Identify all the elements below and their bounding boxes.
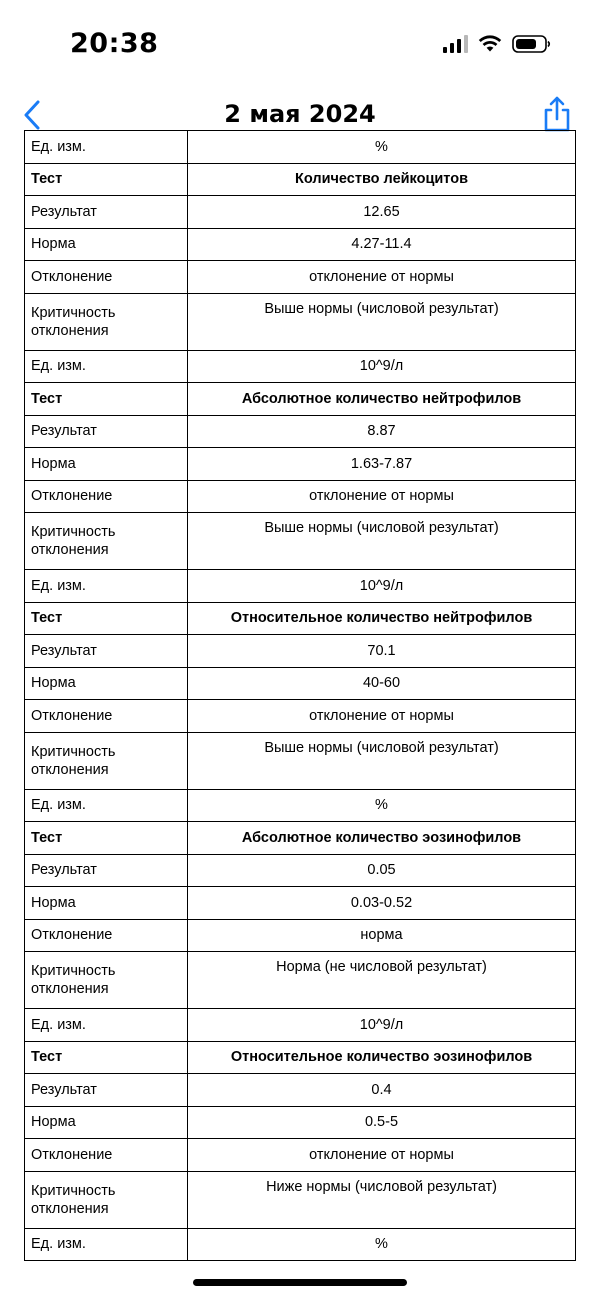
table-row-deviation bbox=[25, 480, 576, 513]
row-key: Отклонение bbox=[25, 480, 188, 513]
results-table bbox=[24, 130, 576, 1261]
row-value: Выше нормы (числовой результат) bbox=[188, 513, 576, 570]
row-key: Норма bbox=[25, 228, 188, 261]
share-icon bbox=[540, 94, 574, 134]
table-row-norm bbox=[25, 448, 576, 481]
row-key: Тест bbox=[25, 1041, 188, 1074]
table-row-norm bbox=[25, 1106, 576, 1139]
row-key: Ед. изм. bbox=[25, 1009, 188, 1042]
row-key: Отклонение bbox=[25, 1139, 188, 1172]
row-value: Норма (не числовой результат) bbox=[188, 952, 576, 1009]
row-key: Результат bbox=[25, 635, 188, 668]
table-row-criticality bbox=[25, 293, 576, 350]
table-row-deviation bbox=[25, 700, 576, 733]
home-indicator[interactable] bbox=[193, 1279, 407, 1286]
test-name: Количество лейкоцитов bbox=[188, 163, 576, 196]
row-value: 10^9/л bbox=[188, 570, 576, 603]
row-key: Результат bbox=[25, 196, 188, 229]
table-row-deviation bbox=[25, 1139, 576, 1172]
row-value: отклонение от нормы bbox=[188, 1139, 576, 1172]
cellular-signal-icon bbox=[443, 35, 468, 53]
page-title: 2 мая 2024 bbox=[224, 100, 376, 128]
table-row-result bbox=[25, 854, 576, 887]
row-value: Выше нормы (числовой результат) bbox=[188, 732, 576, 789]
row-value: 1.63-7.87 bbox=[188, 448, 576, 481]
row-value: 0.05 bbox=[188, 854, 576, 887]
table-row-test bbox=[25, 1041, 576, 1074]
row-value: 70.1 bbox=[188, 635, 576, 668]
table-row-unit bbox=[25, 1009, 576, 1042]
row-key: Ед. изм. bbox=[25, 1228, 188, 1261]
table-row-criticality bbox=[25, 1171, 576, 1228]
status-icons bbox=[443, 33, 552, 55]
row-value: 40-60 bbox=[188, 667, 576, 700]
table-row-unit bbox=[25, 570, 576, 603]
table-row-norm bbox=[25, 228, 576, 261]
table-row-unit bbox=[25, 789, 576, 822]
row-value: 8.87 bbox=[188, 415, 576, 448]
row-key: Критичность отклонения bbox=[25, 513, 188, 570]
row-value: 0.5-5 bbox=[188, 1106, 576, 1139]
table-row-result bbox=[25, 1074, 576, 1107]
row-value: 4.27-11.4 bbox=[188, 228, 576, 261]
table-row-result bbox=[25, 415, 576, 448]
table-row-deviation bbox=[25, 919, 576, 952]
test-name: Абсолютное количество эозинофилов bbox=[188, 822, 576, 855]
table-row-unit bbox=[25, 350, 576, 383]
row-key: Результат bbox=[25, 415, 188, 448]
wifi-icon bbox=[478, 35, 502, 53]
row-value: 12.65 bbox=[188, 196, 576, 229]
row-key: Норма bbox=[25, 667, 188, 700]
table-row-result bbox=[25, 196, 576, 229]
table-row-test bbox=[25, 822, 576, 855]
battery-icon bbox=[512, 34, 552, 54]
share-button[interactable] bbox=[540, 94, 574, 134]
row-value: отклонение от нормы bbox=[188, 480, 576, 513]
table-row-norm bbox=[25, 667, 576, 700]
row-key: Норма bbox=[25, 1106, 188, 1139]
row-key: Ед. изм. bbox=[25, 350, 188, 383]
row-value: отклонение от нормы bbox=[188, 261, 576, 294]
row-key: Норма bbox=[25, 448, 188, 481]
table-row-deviation bbox=[25, 261, 576, 294]
row-key: Ед. изм. bbox=[25, 131, 188, 164]
row-value: 10^9/л bbox=[188, 1009, 576, 1042]
row-key: Отклонение bbox=[25, 261, 188, 294]
row-value: % bbox=[188, 131, 576, 164]
row-key: Результат bbox=[25, 854, 188, 887]
row-key: Ед. изм. bbox=[25, 570, 188, 603]
row-value: % bbox=[188, 1228, 576, 1261]
row-key: Норма bbox=[25, 887, 188, 920]
row-key: Отклонение bbox=[25, 700, 188, 733]
row-value: 0.4 bbox=[188, 1074, 576, 1107]
test-name: Относительное количество нейтрофилов bbox=[188, 602, 576, 635]
row-value: 0.03-0.52 bbox=[188, 887, 576, 920]
table-row-norm bbox=[25, 887, 576, 920]
test-name: Относительное количество эозинофилов bbox=[188, 1041, 576, 1074]
table-row-criticality bbox=[25, 952, 576, 1009]
status-time: 20:38 bbox=[70, 28, 159, 59]
table-row-unit bbox=[25, 1228, 576, 1261]
row-key: Критичность отклонения bbox=[25, 732, 188, 789]
results-table-viewport[interactable] bbox=[0, 138, 600, 1253]
row-key: Тест bbox=[25, 163, 188, 196]
row-key: Отклонение bbox=[25, 919, 188, 952]
test-name: Абсолютное количество нейтрофилов bbox=[188, 383, 576, 416]
status-bar bbox=[0, 0, 600, 80]
row-key: Тест bbox=[25, 383, 188, 416]
row-key: Ед. изм. bbox=[25, 789, 188, 822]
table-row-partial-unit bbox=[25, 131, 576, 164]
row-key: Тест bbox=[25, 822, 188, 855]
table-row-criticality bbox=[25, 513, 576, 570]
row-key: Результат bbox=[25, 1074, 188, 1107]
row-value: 10^9/л bbox=[188, 350, 576, 383]
row-key: Тест bbox=[25, 602, 188, 635]
row-key: Критичность отклонения bbox=[25, 293, 188, 350]
row-value: норма bbox=[188, 919, 576, 952]
table-row-test bbox=[25, 383, 576, 416]
table-row-test bbox=[25, 163, 576, 196]
row-key: Критичность отклонения bbox=[25, 1171, 188, 1228]
row-value: Ниже нормы (числовой результат) bbox=[188, 1171, 576, 1228]
row-key: Критичность отклонения bbox=[25, 952, 188, 1009]
table-row-test bbox=[25, 602, 576, 635]
row-value: % bbox=[188, 789, 576, 822]
row-value: Выше нормы (числовой результат) bbox=[188, 293, 576, 350]
row-value: отклонение от нормы bbox=[188, 700, 576, 733]
table-row-result bbox=[25, 635, 576, 668]
table-row-criticality bbox=[25, 732, 576, 789]
